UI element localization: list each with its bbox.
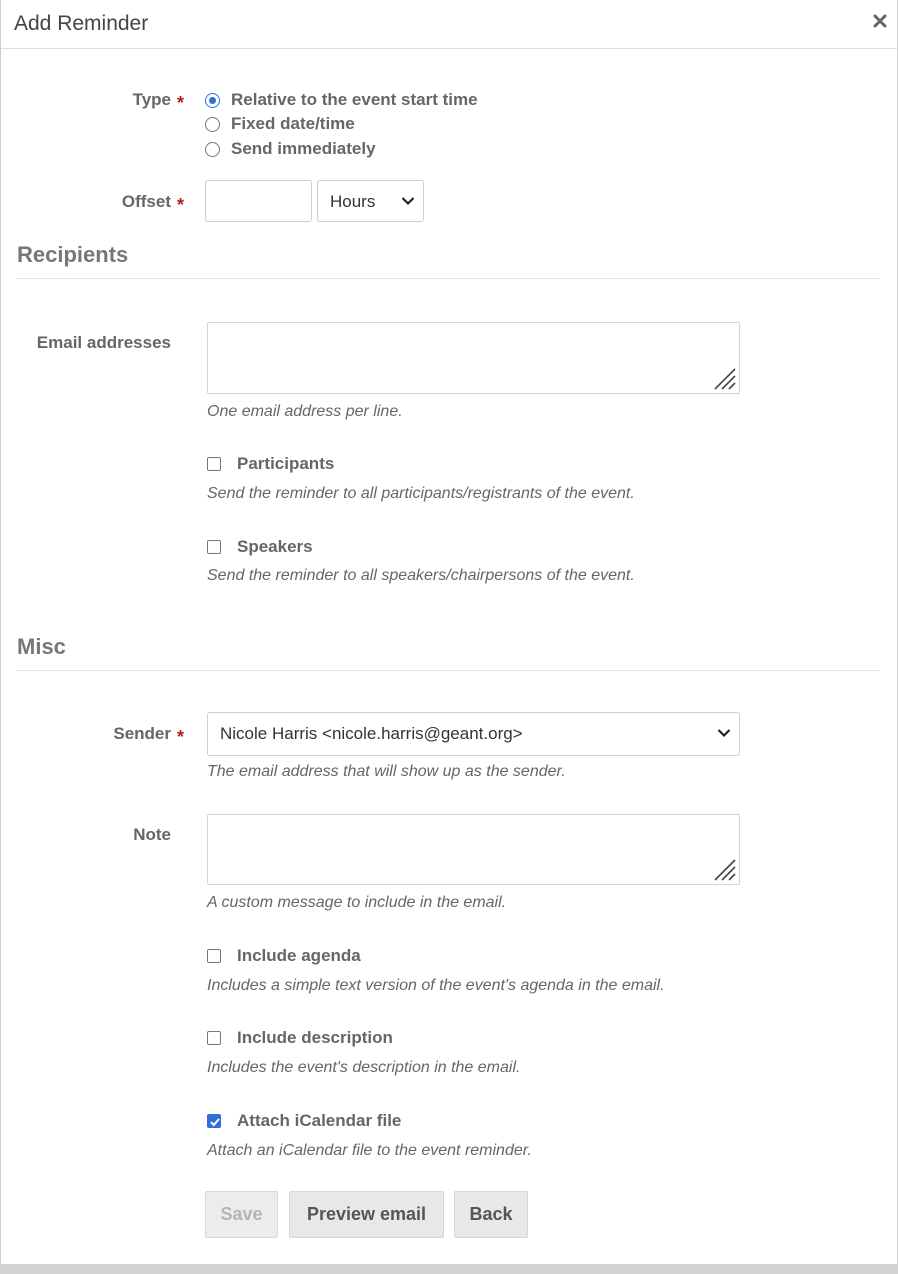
misc-heading: Misc: [17, 634, 66, 659]
email-addresses-help: One email address per line.: [207, 403, 403, 420]
option-relative-start-label[interactable]: Relative to the event start time: [231, 90, 478, 109]
sender-select[interactable]: [207, 712, 740, 756]
participants-label[interactable]: Participants: [237, 454, 335, 473]
dialog-title: Add Reminder: [14, 12, 149, 35]
resize-grip-icon[interactable]: [711, 365, 737, 391]
chevron-down-icon: [401, 196, 415, 206]
chevron-down-icon: [717, 728, 731, 738]
preview-email-button-label: Preview email: [306, 1204, 427, 1224]
participants-checkbox[interactable]: [207, 457, 221, 471]
resize-grip-icon[interactable]: [711, 856, 737, 882]
attach-icalendar-label[interactable]: Attach iCalendar file: [237, 1111, 402, 1130]
include-agenda-label[interactable]: Include agenda: [237, 946, 361, 965]
radio-fixed-datetime[interactable]: [205, 117, 220, 132]
attach-icalendar-checkbox[interactable]: [207, 1114, 221, 1128]
back-button[interactable]: [454, 1191, 528, 1238]
option-send-immediately-label[interactable]: Send immediately: [231, 139, 376, 158]
offset-required-mark: *: [177, 195, 185, 215]
offset-unit-value: Hours: [330, 192, 376, 211]
include-description-help: Includes the event's description in the email.: [207, 1059, 521, 1076]
note-help: A custom message to include in the email.: [207, 894, 507, 911]
sender-label: Sender: [113, 724, 171, 743]
recipients-heading: Recipients: [17, 242, 129, 267]
misc-divider: [17, 670, 879, 671]
note-textarea[interactable]: [207, 814, 740, 885]
speakers-checkbox[interactable]: [207, 540, 221, 554]
option-fixed-datetime-label[interactable]: Fixed date/time: [231, 114, 355, 133]
offset-input[interactable]: [205, 180, 312, 222]
include-description-checkbox[interactable]: [207, 1031, 221, 1045]
sender-required-mark: *: [177, 727, 185, 747]
save-button-label: Save: [220, 1204, 263, 1224]
type-required-mark: *: [177, 93, 185, 113]
checkmark-icon: [209, 1116, 221, 1128]
recipients-divider: [17, 278, 879, 279]
sender-value: Nicole Harris <nicole.harris@geant.org>: [220, 724, 523, 743]
back-button-label: Back: [469, 1204, 513, 1224]
dialog-titlebar: [1, 0, 897, 49]
participants-help: Send the reminder to all participants/registrants of the event.: [207, 485, 635, 502]
sender-help: The email address that will show up as the sender.: [207, 763, 566, 780]
include-agenda-help: Includes a simple text version of the event's agenda in the email.: [207, 977, 665, 994]
offset-label: Offset: [121, 192, 171, 211]
note-label: Note: [133, 825, 171, 844]
email-addresses-textarea[interactable]: [207, 322, 740, 394]
type-label: Type: [132, 90, 171, 109]
close-icon[interactable]: [873, 14, 887, 28]
include-description-label[interactable]: Include description: [237, 1028, 393, 1047]
speakers-label[interactable]: Speakers: [237, 537, 313, 556]
attach-icalendar-help: Attach an iCalendar file to the event reminder.: [207, 1142, 532, 1159]
radio-send-immediately[interactable]: [205, 142, 220, 157]
radio-relative-start[interactable]: [205, 93, 220, 108]
email-addresses-label: Email addresses: [36, 333, 171, 352]
save-button[interactable]: [205, 1191, 278, 1238]
include-agenda-checkbox[interactable]: [207, 949, 221, 963]
offset-unit-select[interactable]: [317, 180, 424, 222]
speakers-help: Send the reminder to all speakers/chairpersons of the event.: [207, 567, 635, 584]
preview-email-button[interactable]: [289, 1191, 444, 1238]
